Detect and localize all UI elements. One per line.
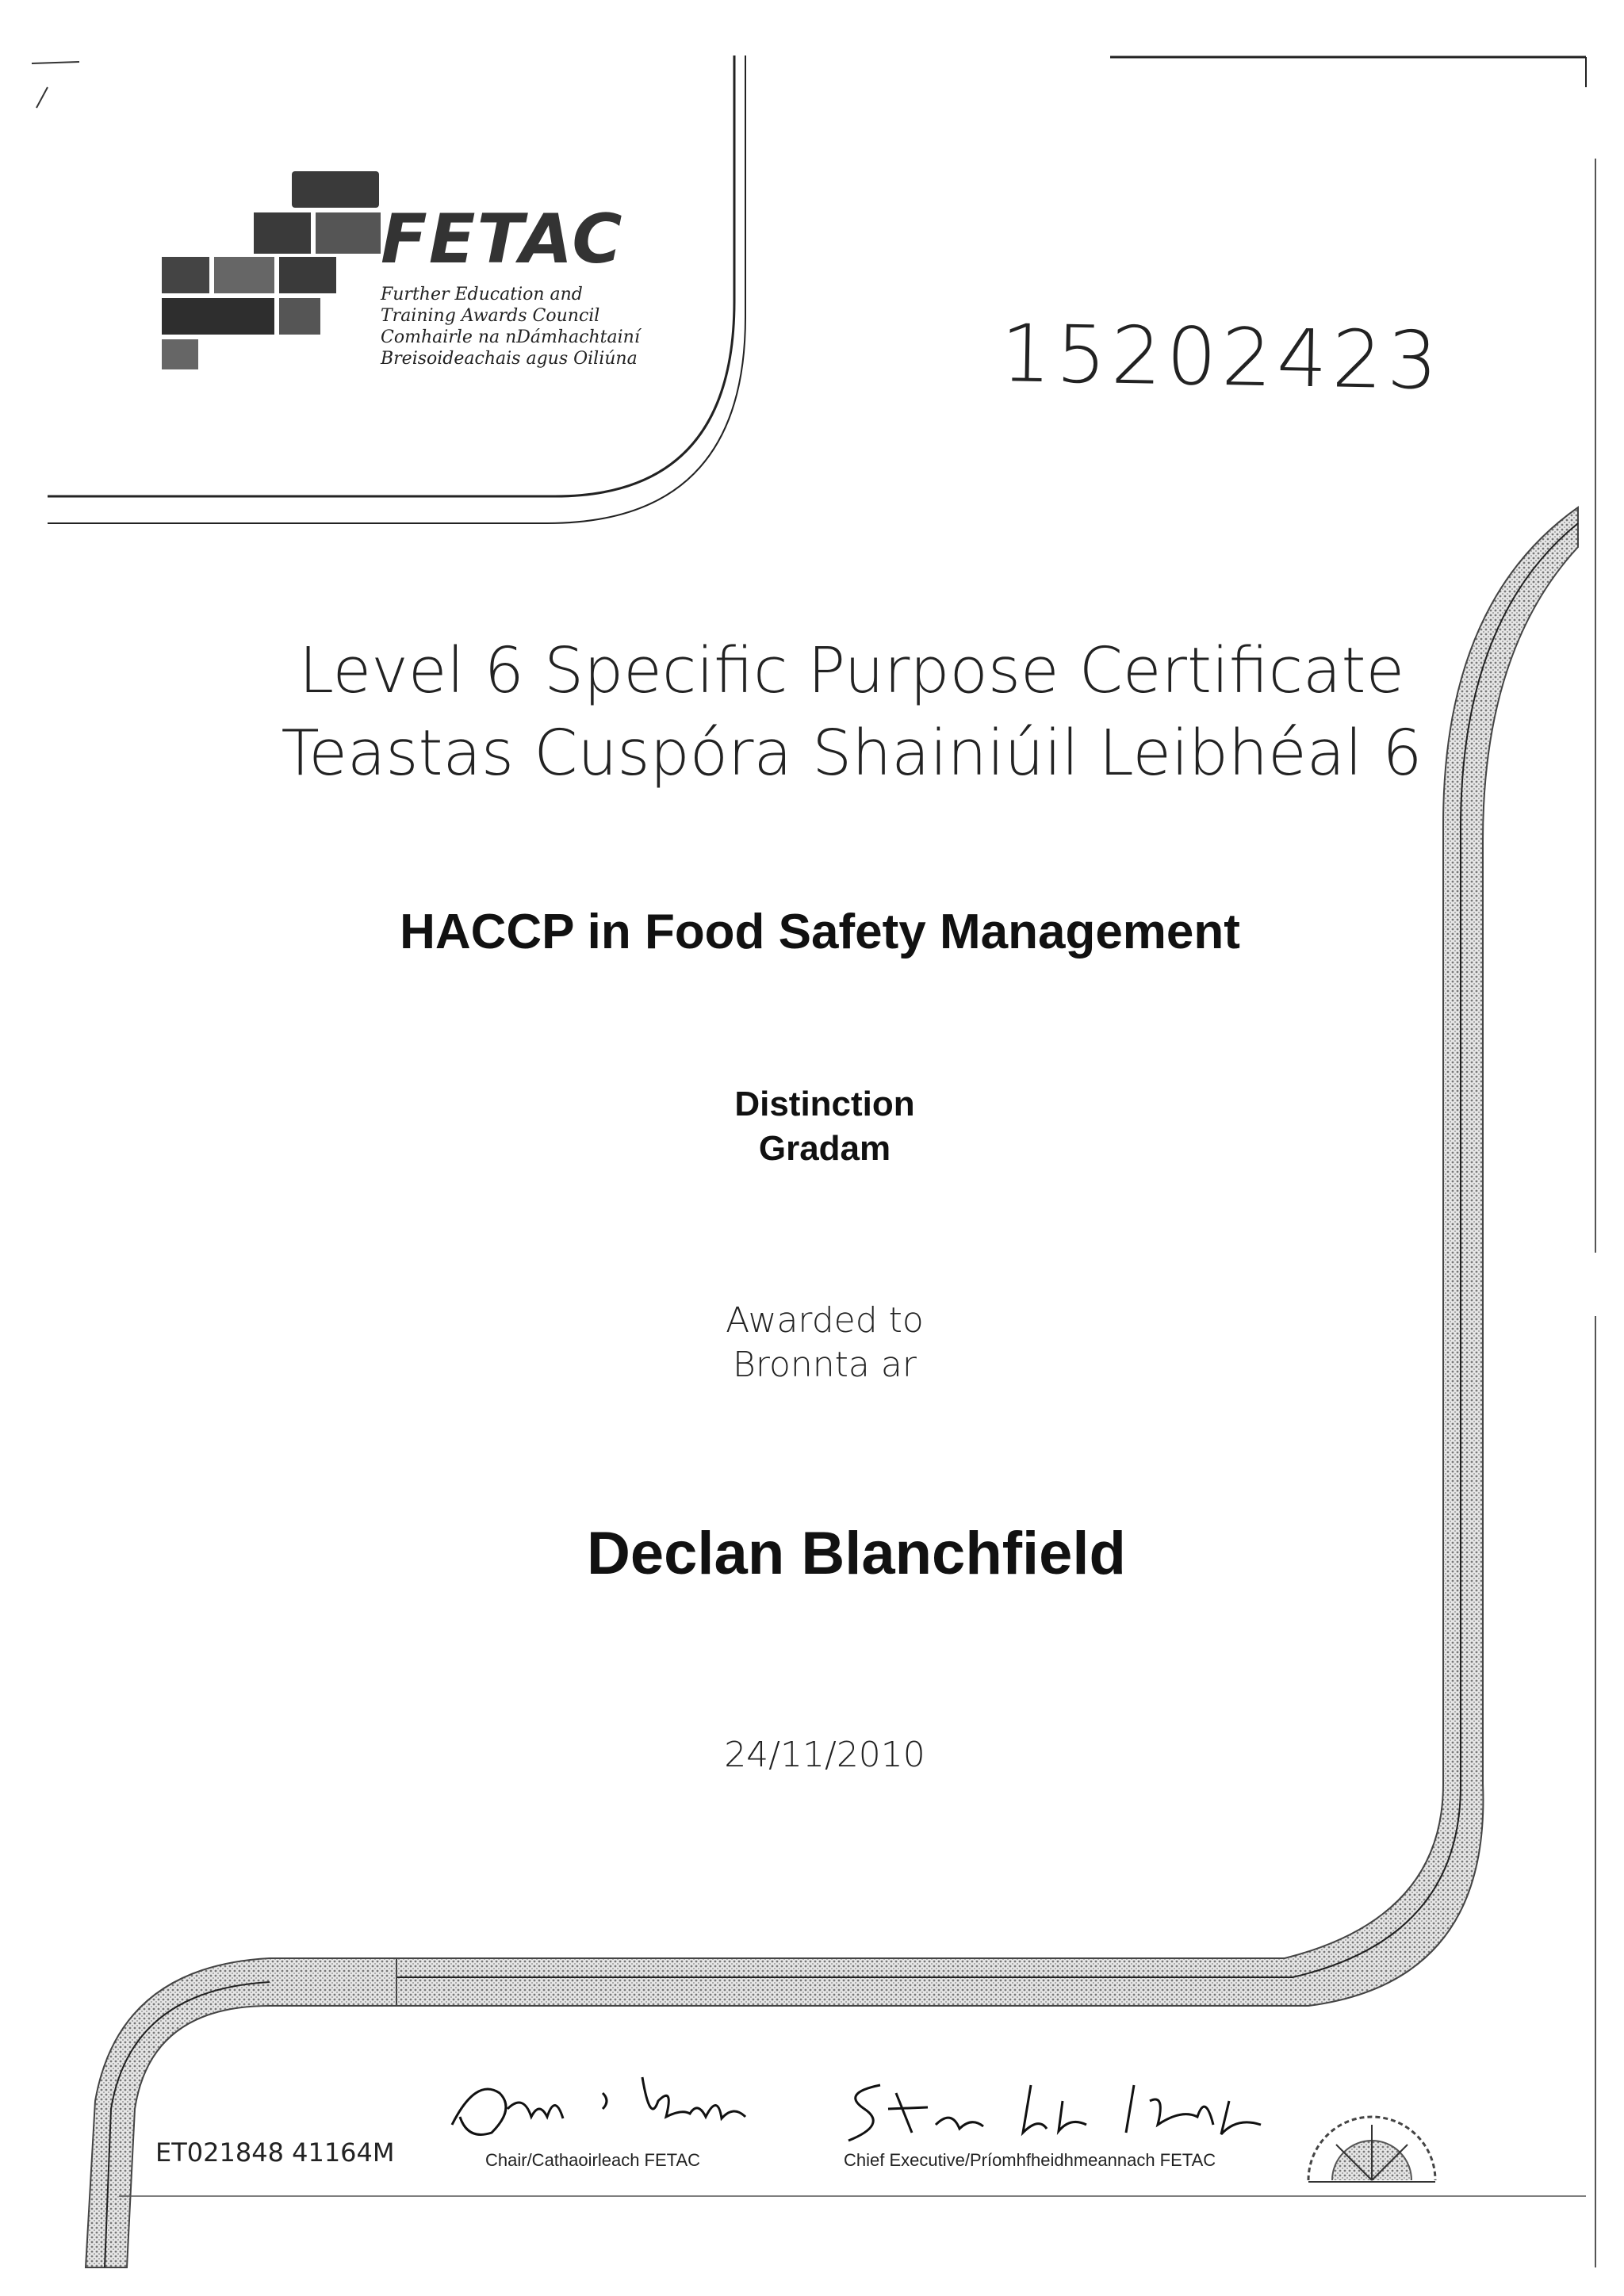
certificate-reference: ET021848 41164M bbox=[155, 2137, 395, 2168]
chair-signature-label: Chair/Cathaoirleach FETAC bbox=[485, 2150, 701, 2170]
course-title: HACCP in Food Safety Management bbox=[400, 905, 1240, 959]
official-seal-icon bbox=[1300, 2093, 1443, 2196]
awarded-to-irish: Bronnta ar bbox=[733, 1345, 917, 1385]
awarded-to-english: Awarded to bbox=[726, 1300, 924, 1341]
fetac-logo bbox=[151, 159, 642, 396]
certificate-title-english: Level 6 Specific Purpose Certificate bbox=[298, 634, 1405, 707]
logo-line: Comhairle na nDámhachtainí bbox=[381, 327, 640, 347]
recipient-name: Declan Blanchfield bbox=[587, 1520, 1126, 1587]
logo-council-name bbox=[381, 284, 640, 369]
logo-line: Further Education and bbox=[381, 285, 583, 304]
logo-line: Training Awards Council bbox=[381, 306, 600, 326]
award-date: 24/11/2010 bbox=[724, 1735, 925, 1775]
fetac-wordmark: FETAC bbox=[381, 200, 624, 279]
handwritten-number: 15202423 bbox=[1000, 307, 1443, 408]
chair-signature bbox=[444, 2061, 777, 2149]
logo-line: Breisoideachais agus Oiliúna bbox=[381, 349, 638, 369]
grade-irish: Gradam bbox=[758, 1129, 891, 1168]
chief-executive-signature-label: Chief Executive/Príomhfheidhmeannach FETAC bbox=[844, 2150, 1216, 2170]
grade-english: Distinction bbox=[734, 1085, 915, 1123]
chief-executive-signature bbox=[833, 2069, 1277, 2149]
fetac-logo-mark bbox=[151, 159, 389, 396]
certificate-title-irish: Teastas Cuspóra Shainiúil Leibhéal 6 bbox=[281, 717, 1423, 790]
